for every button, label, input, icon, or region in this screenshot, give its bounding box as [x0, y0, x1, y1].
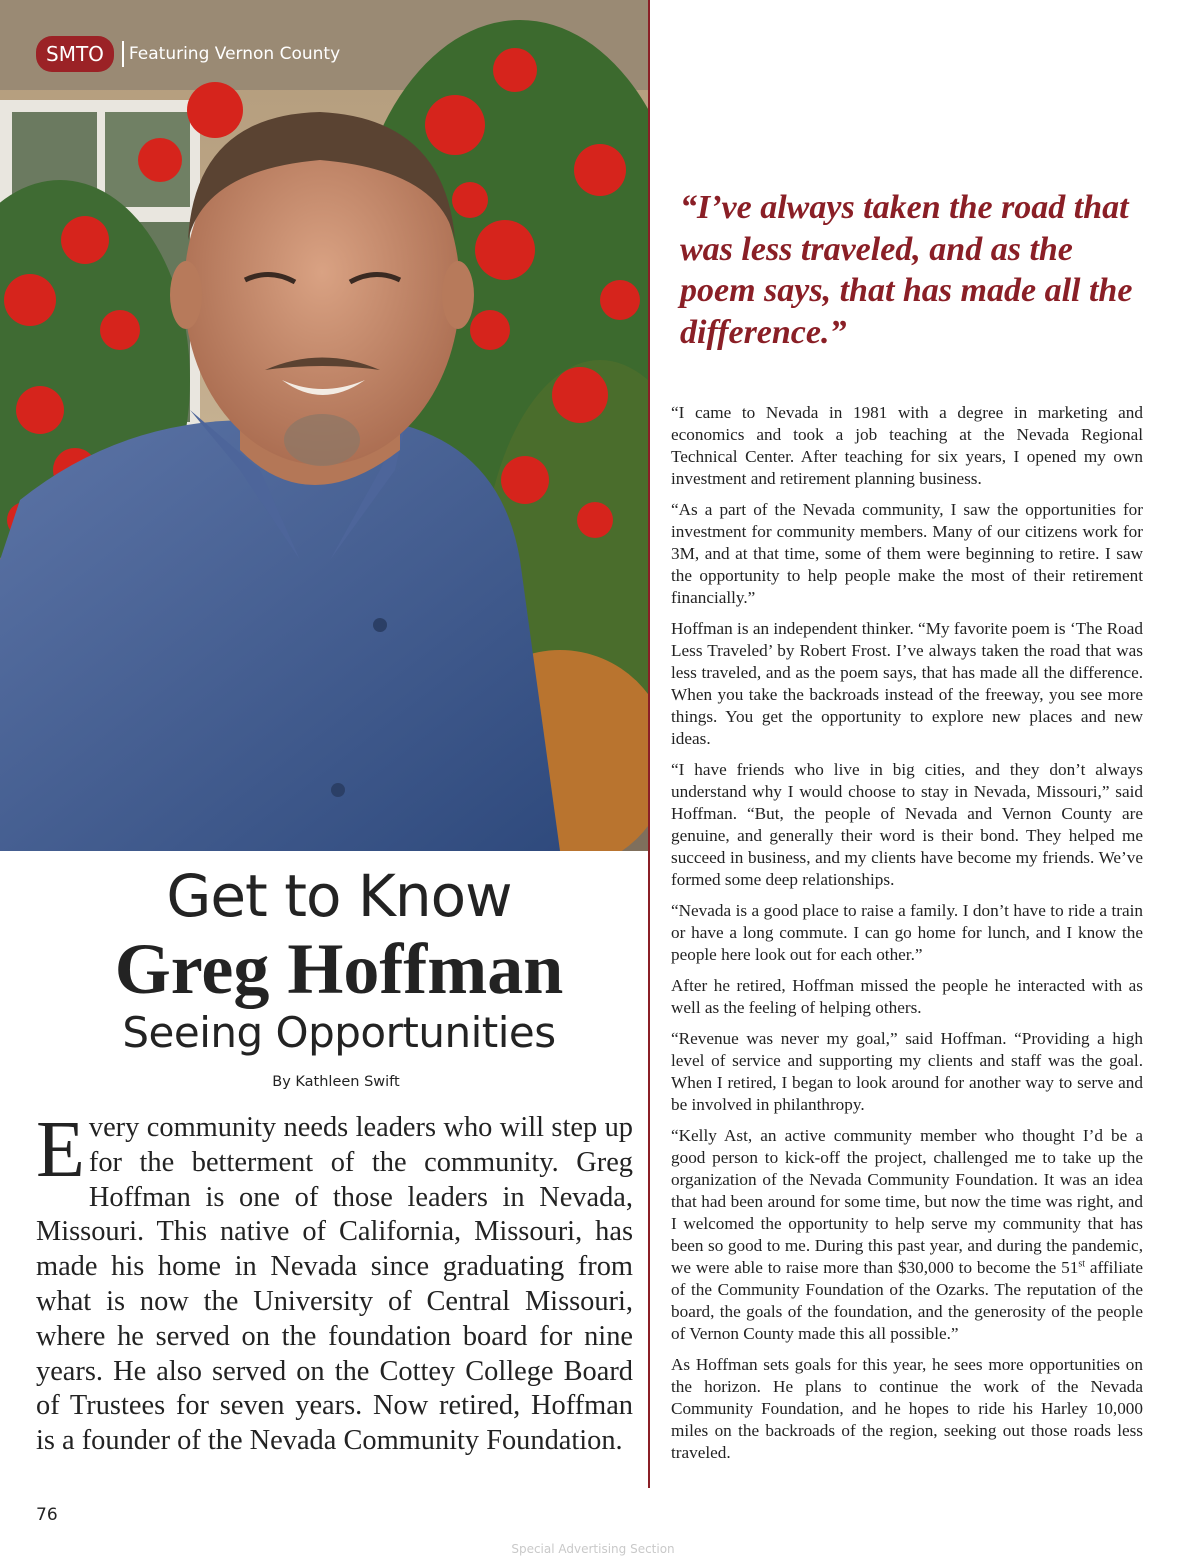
ordinal-suffix: st — [1078, 1258, 1085, 1270]
title-kicker: Get to Know — [166, 862, 512, 930]
page-title: Greg Hoffman — [114, 929, 564, 1009]
column-divider — [648, 0, 650, 1488]
body-paragraph — [671, 1125, 1143, 1345]
body-paragraph: As Hoffman sets goals for this year, he sees more opportunities on the horizon. He plans to continue the work of the Nevada Community Foundation, and he hopes to ride his Harley 10,000 miles on the backroads of the region, seeking out those roads less traveled. — [671, 1355, 1143, 1462]
drop-cap: E — [36, 1106, 85, 1194]
intro-paragraph — [36, 1106, 633, 1459]
body-paragraph: “Nevada is a good place to raise a family. I don’t have to ride a train or have a long commute. I can go home for lunch, and I know the people here look out for each other.” — [671, 901, 1143, 964]
body-paragraph: “I have friends who live in big cities, and they don’t always understand why I would choose to stay in Nevada, Missouri,” said Hoffman. “But, the people of Nevada and Vernon County are genuine, and generally their word is their bond. They helped me succeed in business, and my clients have become my friends. We’ve formed some deep relationships. — [671, 760, 1143, 889]
byline: By Kathleen Swift — [272, 1074, 400, 1090]
pull-quote: “I’ve always taken the road that was less traveled, and as the poem says, that has made all the difference.” — [680, 189, 1133, 351]
article-body — [671, 402, 1143, 1473]
body-paragraph: “As a part of the Nevada community, I saw the opportunities for investment for community members. Many of our citizens work for 3M, and at that time, some of them were beginning to retire. I saw the opportunity to help people make the most of their retirement financially.” — [671, 500, 1143, 607]
footer-note: Special Advertising Section — [511, 1542, 675, 1556]
body-text: affiliate of the Community Foundation of the Ozarks. The reputation of the board, the goals of the foundation, and the generosity of the people of Vernon County made this all possible.” — [671, 1258, 1144, 1343]
intro-text: very community needs leaders who will step up for the betterment of the community. Greg Hoffman is one of those leaders in Nevada, Missouri. This native of California, Missouri, has made his home in Nevada since graduating from what is now the University of Central Missouri, where he served on the foundation board for nine years. He also served on the Cottey College Board of Trustees for seven years. Now retired, Hoffman is a founder of the Nevada Community Foundation. — [36, 1112, 633, 1457]
body-text: “Kelly Ast, an active community member who thought I’d be a good person to kick-off the project, challenged me to take up the organization of the Nevada Community Foundation. It was an idea that had been around for some time, but now the time was right, and I welcomed the opportunity to help serve my community that has been so good to me. During this past year, and during the pandemic, we were able to raise more than $30,000 to become the 51 — [671, 1126, 1143, 1277]
article-subtitle: Seeing Opportunities — [122, 1008, 556, 1057]
header-divider — [122, 41, 124, 67]
body-paragraph: Hoffman is an independent thinker. “My favorite poem is ‘The Road Less Traveled’ by Robert Frost. I’ve always taken the road that was less traveled, and as the poem says, that has made all the difference. When you take the backroads instead of the freeway, you see more things. You get the opportunity to explore new places and new ideas. — [671, 619, 1143, 748]
body-paragraph: After he retired, Hoffman missed the people he interacted with as well as the feeling of helping others. — [671, 976, 1143, 1017]
portrait-photo — [0, 0, 648, 851]
page-number: 76 — [36, 1505, 58, 1525]
body-paragraph: “Revenue was never my goal,” said Hoffman. “Providing a high level of service and supporting my clients and staff was the goal. When I retired, I began to look around for another way to serve and be involved in philanthropy. — [671, 1029, 1143, 1114]
smto-badge: SMTO — [36, 36, 114, 72]
feature-label: Featuring Vernon County — [128, 44, 341, 64]
body-paragraph: “I came to Nevada in 1981 with a degree in marketing and economics and took a job teaching at the Nevada Regional Technical Center. After teaching for six years, I opened my own investment and retirement planning business. — [671, 403, 1143, 488]
section-header — [36, 36, 340, 72]
